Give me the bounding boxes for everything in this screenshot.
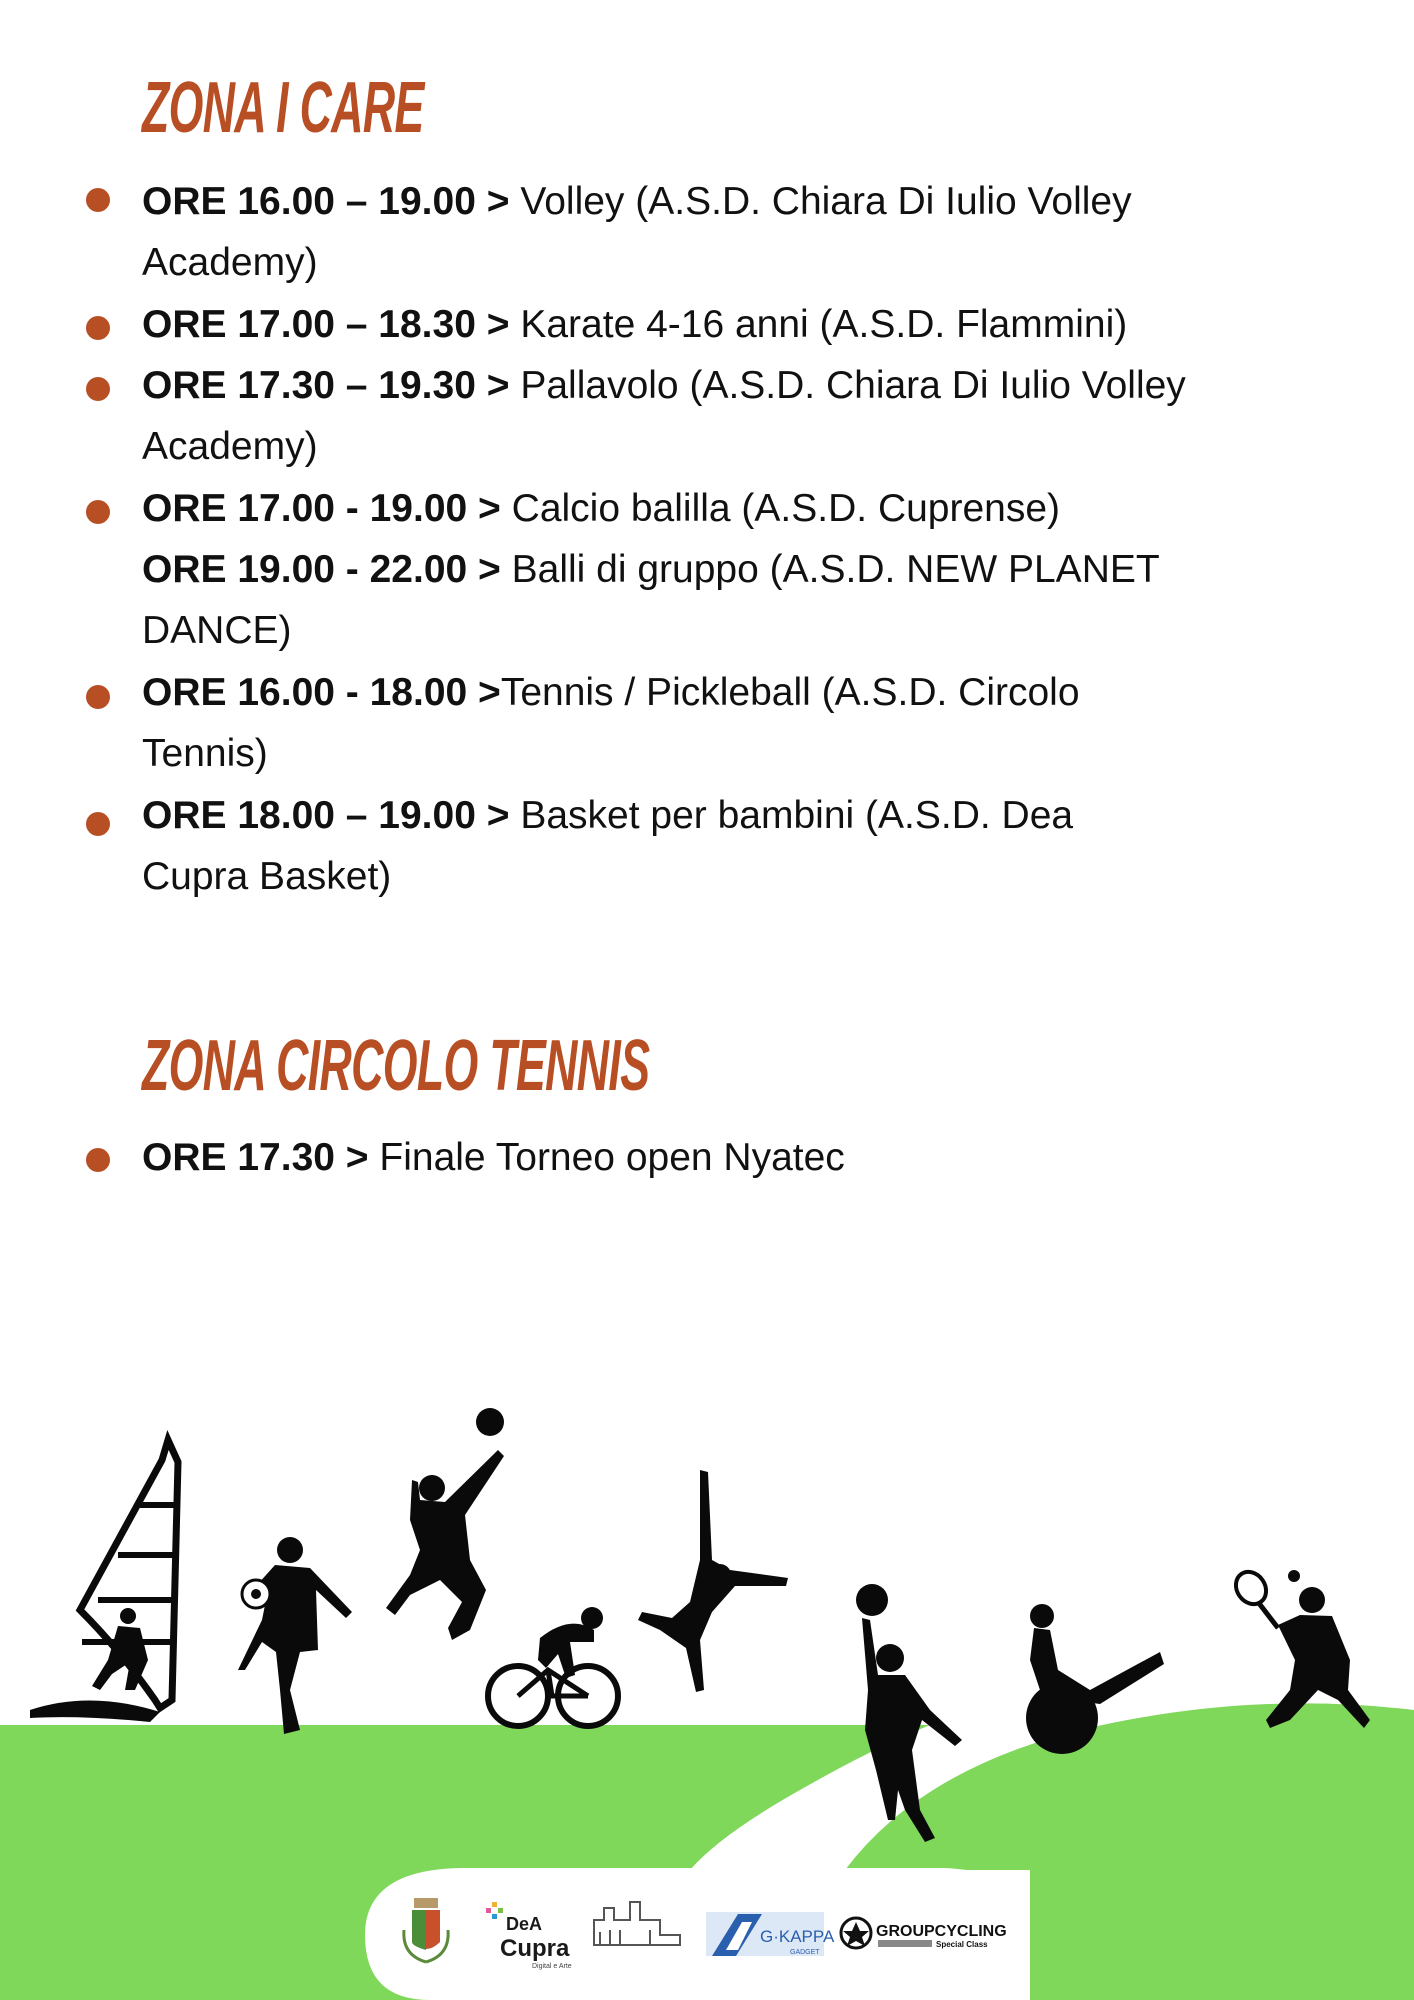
- soccer-player-silhouette: [238, 1537, 352, 1734]
- gkappa-logo-text-1: G·KAPPA: [760, 1927, 835, 1946]
- windsurfer-silhouette: [30, 1440, 178, 1722]
- bullet-icon: [86, 377, 110, 401]
- schedule-item: [142, 478, 1292, 539]
- sports-silhouettes-illustration: [0, 1390, 1414, 2000]
- dancer-silhouette: [638, 1470, 788, 1692]
- schedule-activity: Calcio balilla (A.S.D. Cuprense): [500, 487, 1061, 530]
- schedule-item: [142, 171, 1292, 293]
- bullet-icon: [86, 188, 110, 212]
- schedule-time: ORE 18.00 – 19.00 >: [142, 794, 510, 837]
- schedule-time: ORE 17.00 – 18.30 >: [142, 303, 510, 346]
- schedule-activity-cont: Tennis): [142, 732, 268, 775]
- bullet-icon: [86, 812, 110, 836]
- groupcycling-logo: [841, 1918, 1007, 1949]
- schedule-item: [142, 294, 1292, 355]
- schedule-time: ORE 16.00 – 19.00 >: [142, 180, 510, 223]
- dea-logo-text-2: Cupra: [500, 1935, 570, 1962]
- bullet-icon: [86, 316, 110, 340]
- zone-i-care-heading: ZONA I CARE: [142, 68, 424, 148]
- schedule-item: [142, 1127, 1292, 1188]
- schedule-activity: Finale Torneo open Nyatec: [368, 1136, 845, 1179]
- schedule-activity: Volley (A.S.D. Chiara Di Iulio Volley: [509, 180, 1132, 223]
- tennis-player-silhouette: [1230, 1566, 1370, 1728]
- grass-hill: [845, 1703, 1414, 1870]
- schedule-time: ORE 17.00 - 19.00 >: [142, 487, 501, 530]
- schedule-item: [142, 539, 1292, 661]
- gkappa-logo-text-2: GADGET: [790, 1949, 820, 1956]
- schedule-activity: Balli di gruppo (A.S.D. NEW PLANET: [500, 548, 1160, 591]
- grass-right: [1030, 1870, 1414, 2000]
- schedule-activity-cont: Cupra Basket): [142, 855, 392, 898]
- schedule-item: [142, 355, 1292, 477]
- schedule-activity: Karate 4-16 anni (A.S.D. Flammini): [509, 303, 1128, 346]
- bullet-icon: [86, 500, 110, 524]
- bullet-icon: [86, 1148, 110, 1172]
- schedule-time: ORE 17.30 – 19.30 >: [142, 364, 510, 407]
- schedule-activity: Basket per bambini (A.S.D. Dea: [509, 794, 1074, 837]
- groupcycling-logo-text-2: Special Class: [936, 1940, 988, 1949]
- schedule-activity-cont: Academy): [142, 241, 318, 284]
- schedule-time: ORE 16.00 - 18.00 >: [142, 671, 501, 714]
- schedule-time: ORE 19.00 - 22.00 >: [142, 548, 501, 591]
- gkappa-logo: [706, 1912, 835, 1956]
- schedule-time: ORE 17.30 >: [142, 1136, 369, 1179]
- cyclist-silhouette: [488, 1607, 618, 1726]
- schedule-activity-cont: Academy): [142, 425, 318, 468]
- groupcycling-logo-text-1: GROUPCYCLING: [876, 1923, 1007, 1940]
- bullet-icon: [86, 685, 110, 709]
- schedule-activity-cont: DANCE): [142, 609, 292, 652]
- schedule-activity: Pallavolo (A.S.D. Chiara Di Iulio Volley: [509, 364, 1186, 407]
- volleyball-player-silhouette: [386, 1408, 504, 1640]
- dea-logo-text-1: DeA: [506, 1914, 543, 1934]
- schedule-item: [142, 785, 1292, 907]
- schedule-item: [142, 662, 1292, 784]
- schedule-activity: Tennis / Pickleball (A.S.D. Circolo: [500, 671, 1080, 714]
- zona-circolo-tennis-heading: ZONA CIRCOLO TENNIS: [142, 1026, 650, 1106]
- dea-logo-text-3: Digital e Arte: [532, 1963, 572, 1970]
